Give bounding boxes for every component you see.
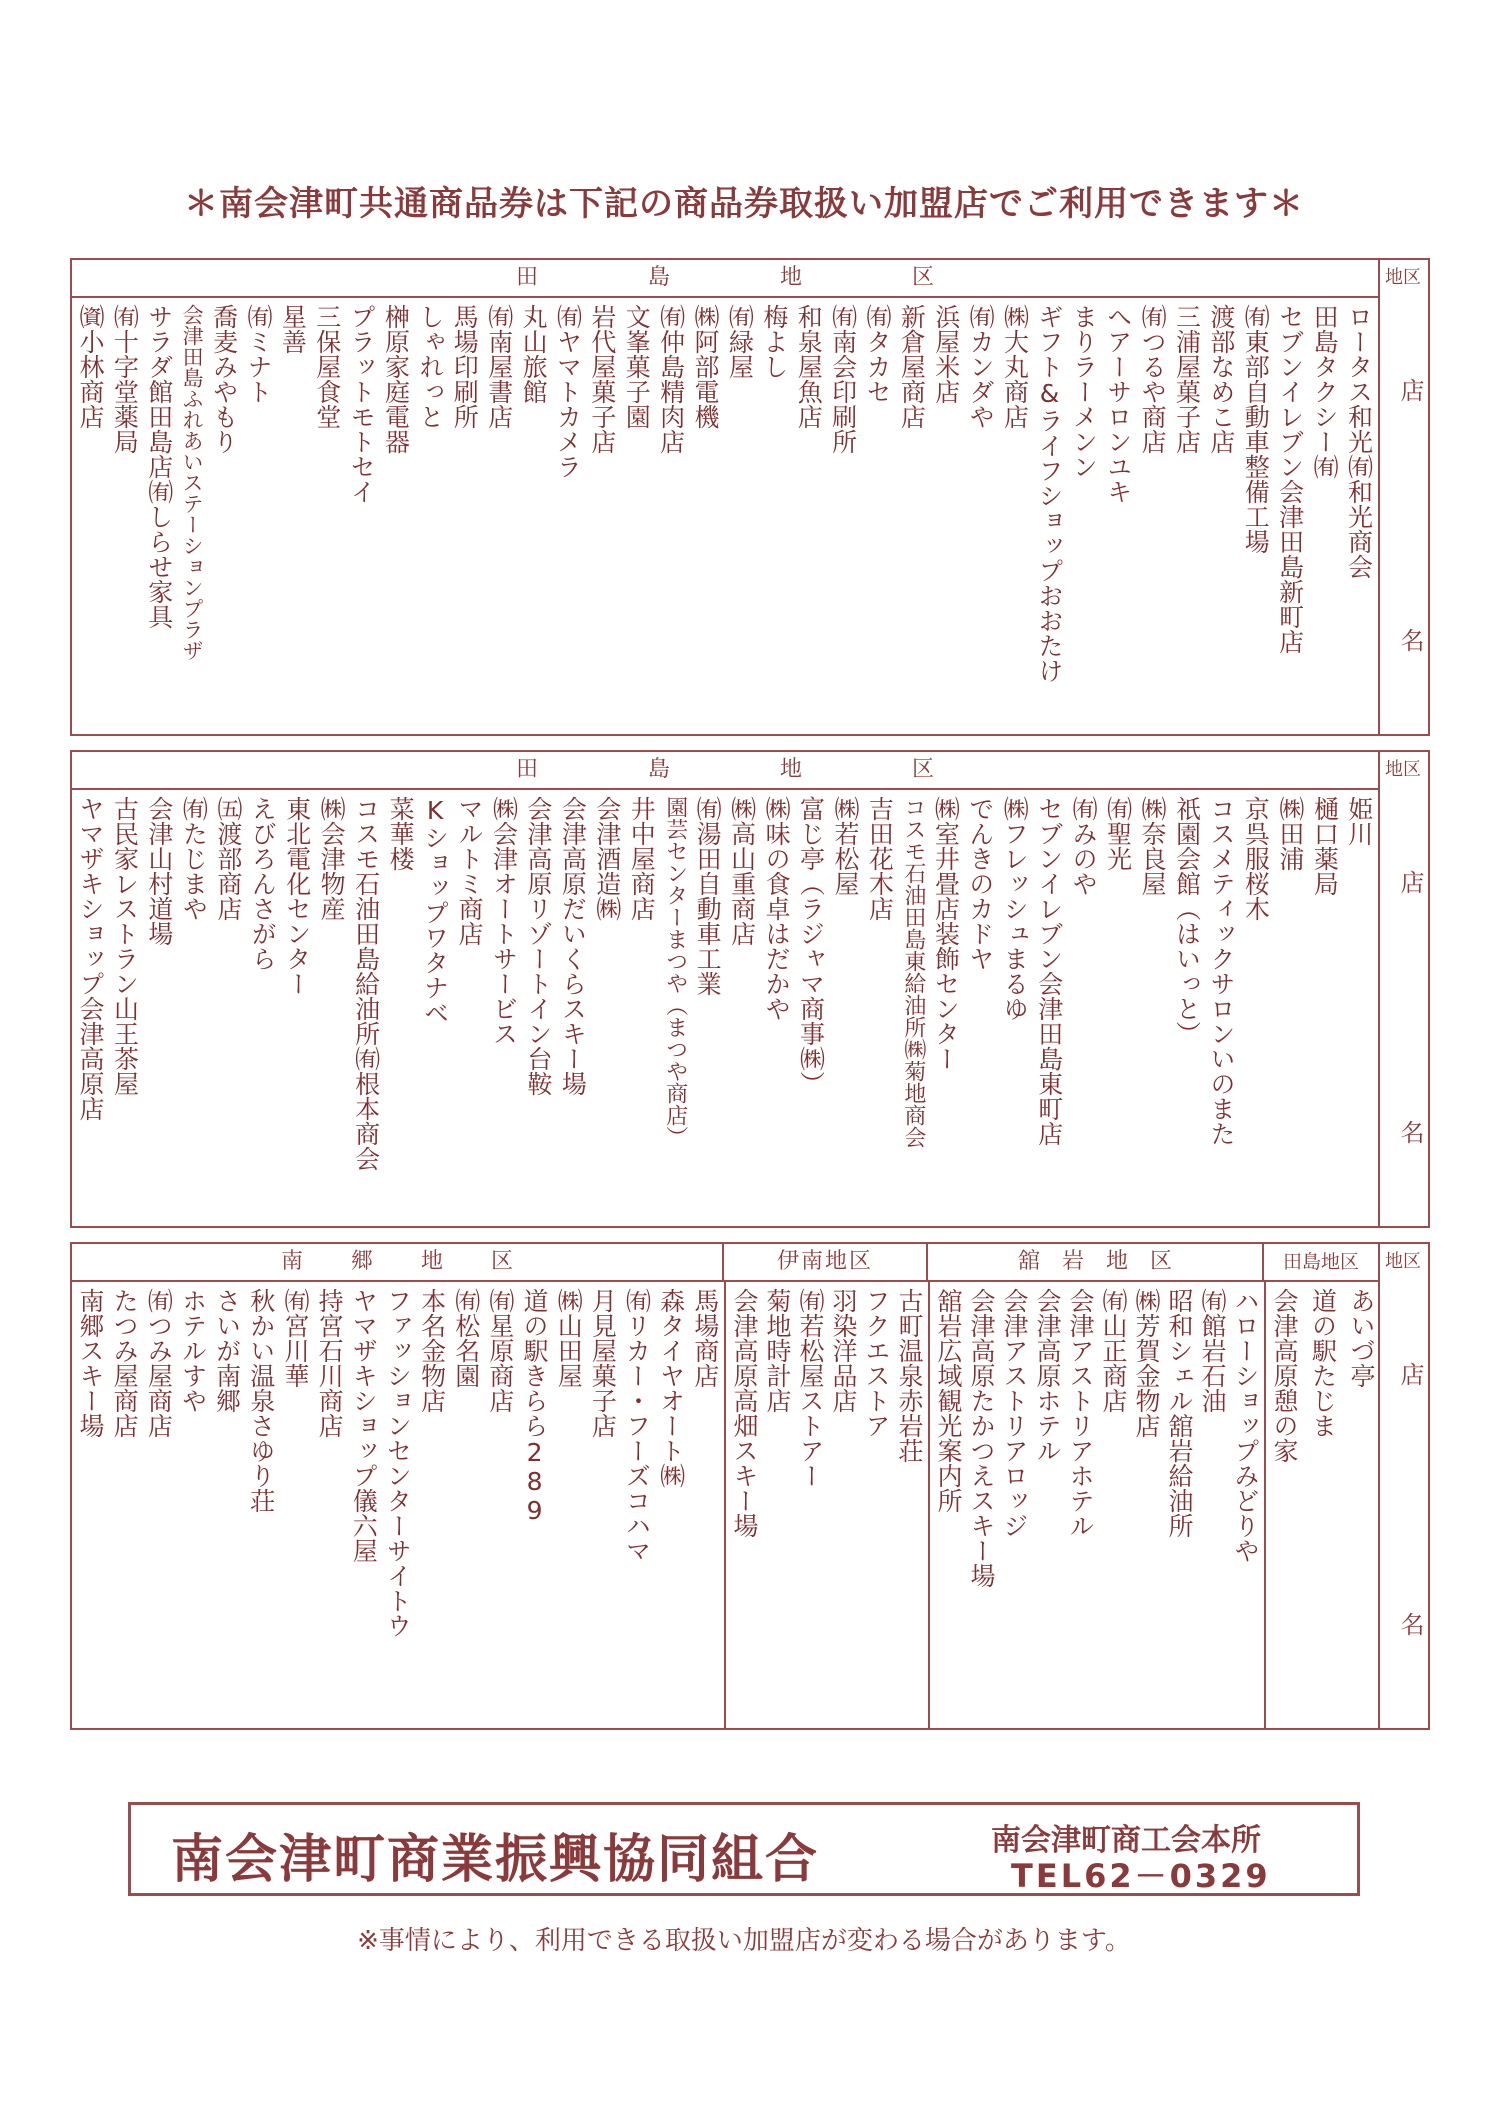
store-name: ㈱フレッシュまるゆ xyxy=(1000,796,1030,1021)
store-name-column-label xyxy=(1378,1282,1428,1728)
store-name: コスメティックサロンいのまた xyxy=(1206,796,1236,1146)
store-name: 会津高原高畑スキー場 xyxy=(730,1288,759,1538)
store-name: 梅よし xyxy=(759,304,789,379)
section-south xyxy=(70,1242,1430,1730)
store-name: ㈱阿部電機 xyxy=(691,304,721,429)
store-name: ㈲タカセ xyxy=(862,304,892,404)
store-name: ㈱高山重商店 xyxy=(727,796,757,946)
store-name: ㈲聖光 xyxy=(1103,796,1133,871)
store-name: さいが南郷 xyxy=(212,1288,242,1413)
store-name: ヤマザキショップ儀六屋 xyxy=(349,1288,379,1563)
store-name: 姫川 xyxy=(1344,796,1374,846)
store-name: 昭和シェル舘岩給油所 xyxy=(1165,1288,1194,1538)
store-name: ㈱若松屋 xyxy=(830,796,860,896)
store-name: 道の駅たじま xyxy=(1308,1288,1338,1438)
store-name: 菜華楼 xyxy=(386,796,416,871)
store-name: 井中屋商店 xyxy=(627,796,657,921)
store-name: 吉田花木店 xyxy=(865,796,895,921)
store-name: ㈲ヤマトカメラ xyxy=(553,304,583,479)
store-name: 三浦屋菓子店 xyxy=(1172,304,1202,454)
store-name: セブンイレブン会津田島新町店 xyxy=(1275,304,1305,654)
store-name: 丸山旅館 xyxy=(519,304,549,404)
label-store: 店 xyxy=(1396,870,1424,894)
store-name: ㈲ミナト xyxy=(243,304,273,404)
store-name: 会津アストリアホテル xyxy=(1066,1288,1095,1538)
store-name: ㈱室井畳店装飾センター xyxy=(931,796,961,1071)
office-name: 南会津町商工会本所 xyxy=(991,1823,1261,1858)
store-name: ㈱奈良屋 xyxy=(1138,796,1168,896)
store-name: 会津高原だいくらスキー場 xyxy=(558,796,588,1096)
store-name: 会津酒造㈱ xyxy=(592,796,622,921)
store-name: 森タイヤオート㈱ xyxy=(656,1288,686,1488)
store-name: ㈱田浦 xyxy=(1275,796,1305,871)
district-label: 地区 xyxy=(1385,759,1421,780)
store-name: 舘岩広域観光案内所 xyxy=(934,1288,963,1513)
store-name: 月見屋菓子店 xyxy=(588,1288,618,1438)
store-name: えびろんさがら xyxy=(248,796,278,971)
store-name: 会津田島ふれあいステーションプラザ xyxy=(180,304,205,661)
store-name: ㈾小林商店 xyxy=(76,304,105,429)
store-name: プラットモトセイ xyxy=(347,304,377,504)
store-name: ギフト&ライフショップおおたけ xyxy=(1034,304,1064,683)
store-name: 羽染洋品店 xyxy=(829,1288,858,1413)
store-name: 富じ亭（ラジャマ商事㈱） xyxy=(796,796,826,1096)
store-name: ㈲星原商店 xyxy=(485,1288,515,1413)
store-name: ㈲若松屋ストアー xyxy=(796,1288,825,1488)
store-list-tajima xyxy=(1266,1282,1380,1728)
store-name: 古町温泉赤岩荘 xyxy=(895,1288,924,1463)
store-name: フクエストア xyxy=(862,1288,891,1438)
store-name: ㈲山正商店 xyxy=(1099,1288,1128,1413)
store-list xyxy=(72,298,1378,734)
store-list-inan xyxy=(726,1282,928,1728)
page-title: ＊南会津町共通商品券は下記の商品券取扱い加盟店でご利用できます＊ xyxy=(184,184,1304,224)
store-name: ㈲湯田自動車工業 xyxy=(693,796,723,996)
store-name: たつみ屋商店 xyxy=(110,1288,140,1438)
store-name: 会津高原憩の家 xyxy=(1270,1288,1299,1463)
store-name: 田島タクシー㈲ xyxy=(1310,304,1340,479)
store-name: ㈱山田屋 xyxy=(554,1288,584,1388)
store-name: 会津高原たかつえスキー場 xyxy=(967,1288,996,1588)
store-name: 古民家レストラン山王茶屋 xyxy=(110,796,140,1096)
store-name: 岩代屋菓子店 xyxy=(587,304,617,454)
store-name: 道の駅きらら289 xyxy=(520,1288,550,1525)
store-name: しゃれっと xyxy=(415,304,445,429)
notice: ※事情により、利用できる取扱い加盟店が変わる場合があります。 xyxy=(357,1926,1131,1956)
store-name: まりラーメンン xyxy=(1069,304,1099,479)
telephone: TEL62－0329 xyxy=(1011,1857,1271,1895)
district-header-tateiwa: 舘岩地区 xyxy=(928,1244,1264,1280)
district-header-inan: 伊南地区 xyxy=(724,1244,928,1280)
store-name: ホテルすや xyxy=(178,1288,208,1413)
store-name: 会津高原リゾートイン台鞍 xyxy=(523,796,553,1096)
store-name: マルトミ商店 xyxy=(454,796,484,946)
store-name: ロータス和光㈲和光商会 xyxy=(1344,304,1374,579)
store-name: 会津アストリアロッジ xyxy=(1000,1288,1029,1538)
store-name: ㈲リカー・フーズコハマ xyxy=(622,1288,652,1563)
store-name: ㈱芳賀金物店 xyxy=(1132,1288,1161,1438)
store-name: 浜屋米店 xyxy=(931,304,961,404)
store-list-tateiwa xyxy=(930,1282,1264,1728)
store-name: Kショップワタナベ xyxy=(420,796,450,1025)
store-name: 持宮石川商店 xyxy=(315,1288,345,1438)
store-name: 喬麦みやもり xyxy=(209,304,239,454)
store-name: 新倉屋商店 xyxy=(897,304,927,429)
store-name: ㈲南屋書店 xyxy=(484,304,514,429)
store-name: ㈱大丸商店 xyxy=(1000,304,1030,429)
association-name: 南会津町商業振興協同組合 xyxy=(171,1829,820,1890)
store-name: 会津高原ホテル xyxy=(1033,1288,1062,1463)
store-name: 園芸センターまつや（まつや商店） xyxy=(662,796,688,1148)
store-name: ㈲緑屋 xyxy=(725,304,755,379)
store-name: ㈲仲島精肉店 xyxy=(656,304,686,454)
store-name: 星善 xyxy=(278,304,308,354)
store-name: 榊原家庭電器 xyxy=(381,304,411,454)
store-name: ㈲館岩石油 xyxy=(1198,1288,1227,1413)
store-list xyxy=(72,790,1378,1226)
store-name: ㈲つるや商店 xyxy=(1138,304,1168,454)
store-name: 馬場印刷所 xyxy=(450,304,480,429)
store-name: 樋口薬局 xyxy=(1310,796,1340,896)
store-name: 和泉屋魚店 xyxy=(794,304,824,429)
store-name: ㈱会津物産 xyxy=(317,796,347,921)
store-name: 祇園会館（はいっと） xyxy=(1172,796,1202,1046)
store-name: 文峯菓子園 xyxy=(622,304,652,429)
district-label: 地区 xyxy=(1385,267,1421,288)
store-name: コスモ石油田島東給油所㈱菊地商会 xyxy=(900,796,926,1148)
store-name: 京呉服桜木 xyxy=(1241,796,1271,921)
store-name: ファッションセンターサイトウ xyxy=(383,1288,413,1638)
district-header: 田島地区 xyxy=(72,752,1380,788)
store-name: 秋かい温泉さゆり荘 xyxy=(246,1288,276,1513)
store-name: セブンイレブン会津田島東町店 xyxy=(1034,796,1064,1146)
store-name: でんきのカドヤ xyxy=(965,796,995,971)
store-name: ㈱会津オートサービス xyxy=(489,796,519,1046)
label-name: 名 xyxy=(1396,1120,1424,1144)
district-label: 地区 xyxy=(1385,1251,1421,1272)
district-header-tajima: 田島地区 xyxy=(1264,1244,1380,1280)
store-name: 渡部なめこ店 xyxy=(1206,304,1236,454)
store-name: サラダ館田島店㈲しらせ家具 xyxy=(144,304,174,629)
label-store: 店 xyxy=(1396,1362,1424,1386)
district-header-nango: 南郷地区 xyxy=(72,1244,724,1280)
store-name: ㈲宮川華 xyxy=(280,1288,310,1388)
store-name: あいづ亭 xyxy=(1347,1288,1376,1388)
store-name: ㈲カンダや xyxy=(966,304,996,429)
section-tajima-1 xyxy=(70,258,1430,736)
store-name: ㈲みのや xyxy=(1069,796,1099,896)
store-name: ㈱味の食卓はだかや xyxy=(762,796,792,1021)
store-name-column-label xyxy=(1378,298,1428,734)
store-name: 三保屋食堂 xyxy=(312,304,342,429)
store-name: ㈲南会印刷所 xyxy=(828,304,858,454)
store-name: 東北電化センター xyxy=(282,796,312,996)
store-name: ヤマザキショップ会津高原店 xyxy=(76,796,105,1121)
store-name-column-label xyxy=(1378,790,1428,1226)
store-name: 馬場商店 xyxy=(690,1288,720,1388)
store-name: ハローショップみどりや xyxy=(1231,1288,1260,1563)
store-name: ㈲東部自動車整備工場 xyxy=(1241,304,1271,554)
store-name: 本名金物店 xyxy=(417,1288,447,1413)
store-name: 菊地時計店 xyxy=(763,1288,792,1413)
store-name: ㈲十字堂薬局 xyxy=(110,304,140,454)
store-name: ㈲松名園 xyxy=(451,1288,481,1388)
store-name: コスモ石油田島給油所㈲根本商会 xyxy=(351,796,381,1171)
store-name: ㈤渡部商店 xyxy=(213,796,243,921)
store-list-nango xyxy=(72,1282,724,1728)
association-box xyxy=(128,1802,1360,1896)
store-name: 南郷スキー場 xyxy=(76,1288,105,1438)
section-tajima-2 xyxy=(70,750,1430,1228)
store-name: へアーサロンユキ xyxy=(1103,304,1133,504)
label-name: 名 xyxy=(1396,628,1424,652)
label-name: 名 xyxy=(1396,1612,1424,1636)
store-name: ㈲たじまや xyxy=(179,796,209,921)
store-name: 会津山村道場 xyxy=(144,796,174,946)
district-header: 田島地区 xyxy=(72,260,1380,296)
label-store: 店 xyxy=(1396,378,1424,402)
store-name: ㈲つみ屋商店 xyxy=(144,1288,174,1438)
